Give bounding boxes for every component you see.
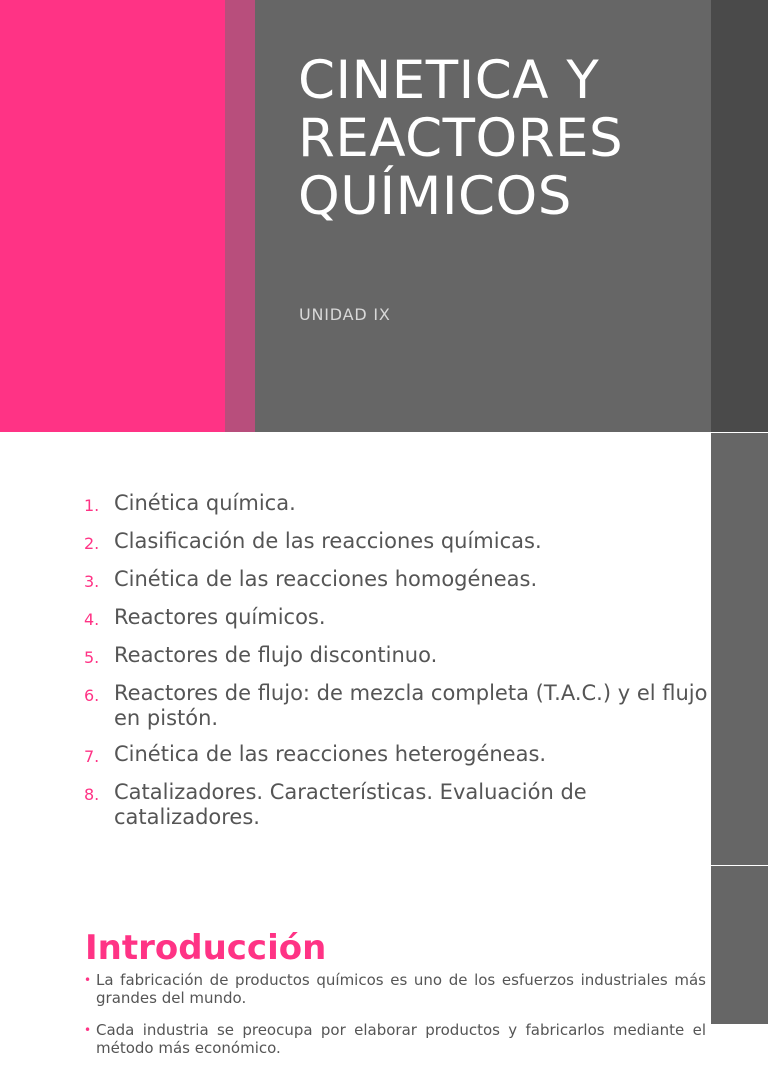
title-line-2: REACTORES <box>298 108 624 169</box>
bullet-list <box>84 971 706 1071</box>
title-line-3: QUÍMICOS <box>298 166 572 227</box>
list-item <box>84 681 709 731</box>
item-number: 3. <box>84 572 100 591</box>
bullet-text: Cada industria se preocupa por elaborar productos y fabricarlos mediante el método más económico. <box>96 1021 706 1057</box>
item-text: Reactores de flujo discontinuo. <box>114 643 438 667</box>
item-number: 7. <box>84 747 100 766</box>
side-bar <box>711 866 768 1024</box>
item-text: Clasificación de las reacciones químicas. <box>114 529 542 553</box>
bullet-icon: • <box>84 973 92 987</box>
title-line-1: CINETICA Y <box>298 50 600 111</box>
list-item <box>84 742 709 769</box>
section-heading: Introducción <box>85 928 327 968</box>
item-number: 8. <box>84 785 100 804</box>
list-item <box>84 643 709 670</box>
list-item <box>84 1021 706 1057</box>
item-text: Cinética química. <box>114 491 296 515</box>
item-text: Catalizadores. Características. Evaluación de catalizadores. <box>114 780 587 829</box>
item-number: 1. <box>84 496 100 515</box>
item-text: Reactores de flujo: de mezcla completa (T.A.C.) y el flujo en pistón. <box>114 681 708 730</box>
list-item <box>84 971 706 1007</box>
item-text: Reactores químicos. <box>114 605 326 629</box>
item-number: 5. <box>84 648 100 667</box>
intro-slide <box>0 866 768 1057</box>
mauve-stripe <box>225 0 255 432</box>
list-item <box>84 529 709 556</box>
title-slide <box>0 0 768 432</box>
item-number: 4. <box>84 610 100 629</box>
list-item <box>84 567 709 594</box>
pink-panel <box>0 0 225 432</box>
list-item <box>84 780 709 830</box>
agenda-slide <box>0 433 768 865</box>
item-text: Cinética de las reacciones heterogéneas. <box>114 742 547 766</box>
item-number: 2. <box>84 534 100 553</box>
bullet-icon: • <box>84 1023 92 1037</box>
slide-title <box>298 52 698 226</box>
agenda-list <box>84 491 709 841</box>
list-item <box>84 605 709 632</box>
list-item <box>84 491 709 518</box>
side-bar <box>711 433 768 865</box>
item-number: 6. <box>84 686 100 705</box>
slide-subtitle: UNIDAD IX <box>299 305 391 324</box>
dark-side-bar <box>711 0 768 432</box>
bullet-text: La fabricación de productos químicos es uno de los esfuerzos industriales más grandes del mundo. <box>96 971 706 1007</box>
item-text: Cinética de las reacciones homogéneas. <box>114 567 538 591</box>
